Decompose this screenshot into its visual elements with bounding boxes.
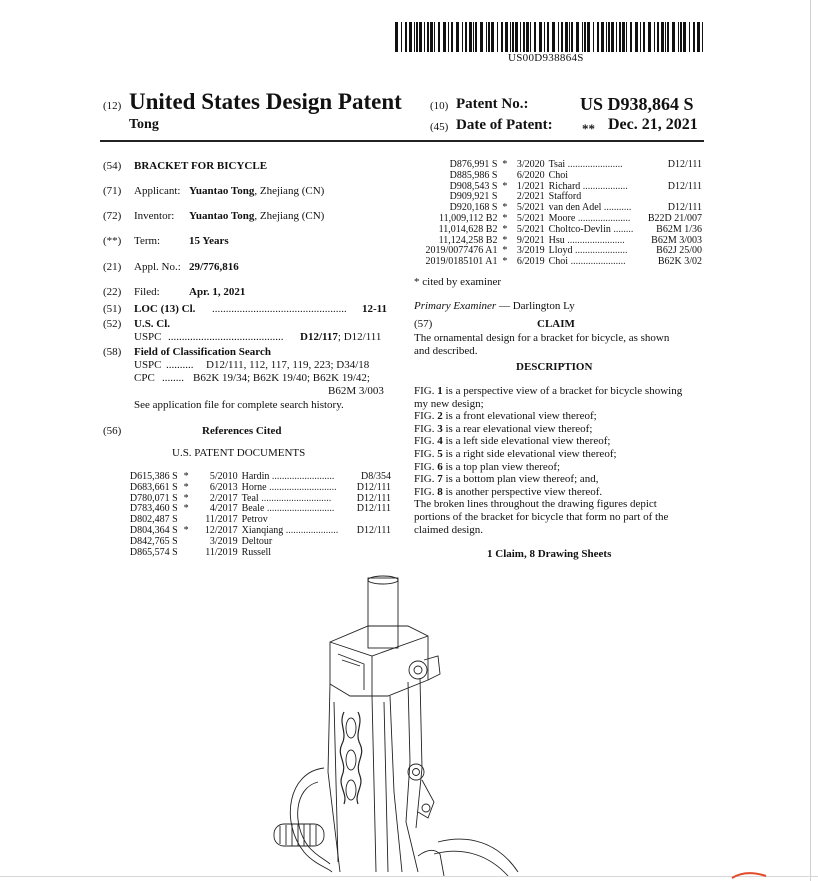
figure-prefix: FIG. — [414, 422, 438, 435]
barcode-bar — [680, 22, 682, 52]
reference-number: 11,124,258 B2 — [438, 234, 498, 246]
filed-label: Filed: — [134, 286, 160, 298]
reference-number: D920,168 S — [449, 202, 498, 214]
leader-dots: ........................... — [266, 481, 337, 493]
barcode-bar — [491, 22, 494, 52]
barcode-bar — [693, 22, 695, 52]
reference-number: 2019/0185101 A1 — [425, 256, 498, 268]
leader-dots: ........ — [610, 223, 634, 235]
barcode-bar — [515, 22, 518, 52]
figure-prefix: FIG. — [414, 447, 438, 460]
field-uspc-label: USPC — [134, 359, 162, 371]
barcode-bar — [475, 22, 477, 52]
code-58: (58) — [103, 346, 122, 358]
barcode-bar — [469, 22, 472, 52]
examiner-name: Darlington Ly — [512, 300, 575, 312]
figure-number: 3 — [437, 422, 443, 435]
patent-type-title: United States Design Patent — [129, 89, 402, 114]
reference-class: D12/111 — [667, 202, 702, 214]
reference-number: D885,986 S — [449, 169, 498, 181]
loc-value: 12-11 — [362, 303, 388, 315]
cursor-mark-icon — [730, 866, 770, 881]
barcode-bar — [539, 22, 542, 52]
reference-class: B62J 25/00 — [656, 245, 702, 257]
uspc-rest: ; D12/111 — [337, 331, 382, 343]
reference-date: 3/2020 — [516, 159, 545, 170]
barcode-bar — [565, 22, 568, 52]
appl-number: 29/776,816 — [189, 261, 239, 273]
figure-description — [414, 448, 704, 461]
examiner-dash: — — [496, 300, 513, 312]
reference-class: D12/111 — [667, 159, 702, 170]
barcode-bar — [416, 22, 418, 52]
reference-number: 2019/0077476 A1 — [425, 245, 498, 257]
barcode-bar — [619, 22, 621, 52]
applicant — [189, 185, 324, 197]
applicant-label: Applicant: — [134, 185, 181, 197]
date-label: Date of Patent: — [456, 117, 553, 133]
figure-description — [414, 486, 704, 499]
reference-number: D615,386 S — [129, 471, 178, 482]
uspc-main: D12/117 — [300, 331, 338, 343]
barcode — [395, 22, 705, 52]
leader-dots: ....................... — [564, 234, 625, 246]
reference-date: 3/2019 — [516, 245, 545, 257]
reference-mark: * — [183, 471, 189, 482]
reference-date: 11/2019 — [205, 546, 238, 558]
page-edge-right — [810, 0, 811, 881]
figure-text: is another perspective view thereof. — [442, 485, 603, 498]
broken-lines-2: portions of the bracket for bicycle that form no part of the — [414, 511, 669, 523]
figure-prefix: FIG. — [414, 485, 438, 498]
barcode-bar — [512, 22, 514, 52]
figure-description — [414, 473, 704, 486]
barcode-bar — [534, 22, 536, 52]
barcode-bar — [462, 22, 463, 52]
barcode-bar — [587, 22, 590, 52]
barcode-bar — [571, 22, 573, 52]
barcode-bar — [486, 22, 487, 52]
leader-dots: ..................... — [575, 212, 631, 224]
uspc-values — [300, 331, 381, 343]
barcode-bar — [648, 22, 651, 52]
figure-number: 6 — [437, 460, 443, 473]
reference-row — [418, 257, 702, 268]
barcode-bar — [640, 22, 641, 52]
figure-number: 1 — [437, 385, 443, 397]
barcode-bar — [702, 22, 703, 52]
uspc-leader: .......................................... — [168, 331, 284, 343]
reference-number: 11,009,112 B2 — [439, 212, 498, 224]
barcode-bar — [544, 22, 545, 52]
reference-class: B62M 3/003 — [651, 234, 702, 246]
reference-date: 2/2021 — [516, 191, 545, 203]
code-12: (12) — [103, 100, 122, 112]
reference-name: Hsu — [548, 234, 565, 246]
applicant-name: Yuantao Tong — [189, 185, 255, 197]
figure-description — [414, 385, 704, 398]
reference-date: 3/2019 — [209, 535, 238, 547]
bracket-drawing — [268, 572, 538, 877]
reference-name: Xianqiang — [241, 524, 284, 536]
barcode-bar — [547, 22, 549, 52]
code-71: (71) — [103, 185, 122, 197]
reference-name: Deltour — [241, 535, 273, 547]
figure-description — [414, 398, 704, 411]
reference-name: Horne — [241, 481, 267, 493]
code-57: (57) — [414, 318, 433, 330]
barcode-bar — [409, 22, 412, 52]
reference-name: van den Adel — [548, 202, 602, 214]
field-cpc-leader: ........ — [162, 372, 184, 384]
reference-class: D8/354 — [361, 471, 391, 482]
leader-dots: ..................... — [572, 245, 628, 257]
term-value: 15 Years — [189, 235, 229, 247]
field-label: Field of Classification Search — [134, 346, 271, 358]
code-10: (10) — [430, 100, 449, 112]
barcode-bar — [424, 22, 425, 52]
reference-class: B62M 1/36 — [656, 223, 702, 235]
barcode-bar — [678, 22, 679, 52]
reference-number: D876,991 S — [449, 159, 498, 170]
field-uspc-leader: .......... — [166, 359, 194, 371]
barcode-bar — [635, 22, 638, 52]
figure-text: is a rear elevational view thereof; — [442, 422, 593, 435]
barcode-bar — [622, 22, 625, 52]
reference-mark: * — [502, 223, 508, 235]
reference-class: B62K 3/02 — [657, 256, 702, 268]
barcode-bar — [488, 22, 490, 52]
barcode-bar — [505, 22, 508, 52]
figure-text: is a bottom plan view thereof; and, — [442, 473, 599, 486]
field-cpc-label: CPC — [134, 372, 155, 384]
barcode-bar — [520, 22, 521, 52]
us-cl-label: U.S. Cl. — [134, 318, 171, 330]
barcode-bar — [697, 22, 700, 52]
reference-class: B22D 21/007 — [647, 212, 702, 224]
reference-mark: * — [502, 212, 508, 224]
barcode-bar — [465, 22, 467, 52]
code-56: (56) — [103, 425, 122, 437]
barcode-bar — [661, 22, 664, 52]
reference-number: D909,921 S — [449, 191, 498, 203]
barcode-bar — [448, 22, 449, 52]
reference-class: D12/111 — [356, 481, 391, 493]
reference-number: D780,071 S — [129, 492, 178, 504]
reference-date: 11/2017 — [205, 514, 238, 526]
broken-lines-3: claimed design. — [414, 524, 484, 536]
reference-name: Petrov — [241, 514, 268, 526]
inventor-name: Yuantao Tong — [189, 210, 255, 222]
reference-date: 5/2010 — [209, 471, 238, 482]
reference-name: Lloyd — [548, 245, 573, 257]
reference-number: D802,487 S — [129, 514, 178, 526]
figure-number: 5 — [437, 447, 443, 460]
reference-class: D12/111 — [667, 180, 702, 192]
figure-prefix: FIG. — [414, 435, 438, 448]
barcode-bar — [523, 22, 525, 52]
reference-number: D783,460 S — [129, 503, 178, 515]
reference-name: Stafford — [548, 191, 582, 203]
reference-name: Choi — [548, 256, 569, 268]
reference-class: D12/111 — [356, 492, 391, 504]
reference-name: Tsai — [548, 159, 566, 170]
figure-prefix: FIG. — [414, 385, 438, 397]
figure-description — [414, 410, 704, 423]
barcode-bar — [601, 22, 604, 52]
filed-date: Apr. 1, 2021 — [189, 286, 246, 298]
reference-date: 5/2021 — [516, 223, 545, 235]
header-inventor: Tong — [129, 117, 159, 132]
reference-name: Russell — [241, 546, 272, 558]
reference-class: D12/111 — [356, 503, 391, 515]
figure-description — [414, 435, 704, 448]
reference-mark: * — [183, 481, 189, 493]
examiner-label: Primary Examiner — [414, 300, 497, 312]
figure-number: 2 — [437, 410, 443, 423]
page-edge-bottom — [0, 876, 818, 877]
reference-date: 6/2013 — [209, 481, 238, 493]
figure-number: 4 — [437, 435, 443, 448]
barcode-bar — [510, 22, 511, 52]
inventor-label: Inventor: — [134, 210, 175, 222]
barcode-bar — [576, 22, 579, 52]
clamp-bolt — [409, 661, 427, 679]
barcode-bar — [626, 22, 627, 52]
uspc-label: USPC — [134, 331, 162, 343]
dropout-plate — [328, 684, 402, 872]
barcode-bar — [665, 22, 666, 52]
seat-post-tube — [368, 578, 398, 648]
inventor — [189, 210, 324, 222]
us-patent-docs-heading: U.S. PATENT DOCUMENTS — [172, 447, 306, 459]
barcode-bar — [593, 22, 594, 52]
code-72: (72) — [103, 210, 122, 222]
reference-name: Richard — [548, 180, 581, 192]
barcode-bar — [401, 22, 402, 52]
broken-lines-1: The broken lines throughout the drawing figures depict — [414, 498, 657, 510]
figure-prefix: my new design; — [414, 397, 484, 410]
leader-dots: .................. — [580, 180, 628, 192]
barcode-bar — [582, 22, 583, 52]
applicant-location: , Zhejiang (CN) — [254, 185, 325, 197]
barcode-bar — [667, 22, 669, 52]
reference-mark: * — [502, 234, 508, 246]
patent-no-label: Patent No.: — [456, 96, 529, 112]
reference-date: 9/2021 — [516, 234, 545, 246]
reference-mark: * — [502, 159, 508, 170]
inventor-location: , Zhejiang (CN) — [254, 210, 325, 222]
patent-number: US D938,864 S — [580, 94, 694, 114]
reference-mark: * — [183, 524, 189, 536]
figure-text: is a left side elevational view thereof; — [442, 435, 611, 448]
code-51: (51) — [103, 303, 122, 315]
design-title: BRACKET FOR BICYCLE — [134, 160, 268, 172]
barcode-bar — [434, 22, 435, 52]
barcode-bar — [616, 22, 617, 52]
leader-dots: ........... — [601, 202, 632, 214]
leader-dots: ...................... — [568, 256, 626, 268]
reference-number: D908,543 S — [449, 180, 498, 192]
figure-text: is a right side elevational view thereof; — [442, 447, 617, 460]
barcode-bar — [480, 22, 483, 52]
code-54: (54) — [103, 160, 122, 172]
barcode-bar — [430, 22, 433, 52]
code-22: (22) — [103, 286, 122, 298]
field-cpc-value2: B62M 3/003 — [328, 385, 384, 397]
barcode-bar — [419, 22, 422, 52]
reference-number: D683,661 S — [129, 481, 178, 493]
barcode-bar — [569, 22, 570, 52]
barcode-bar — [497, 22, 498, 52]
claim-heading: CLAIM — [537, 318, 575, 330]
leader-dots: ..................... — [283, 524, 339, 536]
field-note: See application file for complete search history. — [134, 399, 344, 411]
barcode-bar — [672, 22, 675, 52]
reference-date: 5/2021 — [516, 212, 545, 224]
references-left-list — [126, 472, 391, 558]
code-21: (21) — [103, 261, 122, 273]
patent-date: Dec. 21, 2021 — [608, 116, 698, 133]
reference-mark: * — [183, 492, 189, 504]
barcode-bar — [657, 22, 659, 52]
reference-name: Hardin — [241, 471, 270, 482]
code-52: (52) — [103, 318, 122, 330]
reference-number: D865,574 S — [129, 546, 178, 558]
barcode-bar — [654, 22, 655, 52]
field-uspc-value: D12/111, 112, 117, 119, 223; D34/18 — [206, 359, 370, 371]
reference-number: 11,014,628 B2 — [438, 223, 498, 235]
leader-dots: ...................... — [565, 159, 623, 170]
reference-name: Teal — [241, 492, 259, 504]
barcode-bar — [405, 22, 407, 52]
reference-date: 12/2017 — [204, 524, 238, 536]
header-divider — [100, 140, 704, 142]
claim-line-2: and described. — [414, 345, 478, 357]
claims-sheets-summary: 1 Claim, 8 Drawing Sheets — [487, 548, 612, 560]
barcode-bar — [643, 22, 645, 52]
reference-date: 6/2020 — [516, 169, 545, 181]
loc-label: LOC (13) Cl. — [134, 303, 196, 315]
reference-mark: * — [502, 202, 508, 214]
reference-mark: * — [502, 256, 508, 268]
reference-date: 1/2021 — [516, 180, 545, 192]
figure-text: is a front elevational view thereof; — [442, 410, 597, 423]
barcode-bar — [552, 22, 555, 52]
reference-name: Moore — [548, 212, 576, 224]
reference-row — [126, 548, 391, 559]
barcode-bar — [395, 22, 398, 52]
figure-description — [414, 461, 704, 474]
field-cpc-value: B62K 19/34; B62K 19/40; B62K 19/42; — [193, 372, 370, 384]
leader-dots: ............................ — [258, 492, 332, 504]
leader-dots: ........................... — [264, 503, 335, 515]
barcode-bar — [427, 22, 429, 52]
barcode-bar — [606, 22, 607, 52]
reference-number: D804,364 S — [129, 524, 178, 536]
figure-number: 7 — [437, 473, 443, 486]
barcode-bar — [451, 22, 453, 52]
reference-date: 4/2017 — [209, 503, 238, 515]
reference-class: D12/111 — [356, 524, 391, 536]
reference-number: D842,765 S — [129, 535, 178, 547]
reference-date: 2/2017 — [209, 492, 238, 504]
barcode-bar — [526, 22, 529, 52]
barcode-bar — [558, 22, 559, 52]
figure-text: is a top plan view thereof; — [442, 460, 561, 473]
reference-name: Choi — [548, 169, 569, 181]
barcode-bar — [414, 22, 415, 52]
claim-line-1: The ornamental design for a bracket for bicycle, as shown — [414, 332, 670, 344]
figure-prefix: FIG. — [414, 460, 438, 473]
figure-text: is a perspective view of a bracket for bicycle showing — [442, 385, 683, 397]
barcode-bar — [530, 22, 531, 52]
barcode-bar — [584, 22, 586, 52]
barcode-number: US00D938864S — [508, 52, 584, 64]
barcode-bar — [611, 22, 614, 52]
date-mark: ** — [582, 121, 595, 136]
appl-label: Appl. No.: — [134, 261, 181, 273]
figure-description — [414, 423, 704, 436]
reference-date: 5/2021 — [516, 202, 545, 214]
barcode-bar — [501, 22, 503, 52]
references-heading: References Cited — [202, 425, 282, 437]
barcode-bar — [630, 22, 632, 52]
reference-name: Choltco-Devlin — [548, 223, 611, 235]
loc-leader: ................................................. — [212, 303, 347, 315]
figure-number: 8 — [437, 485, 443, 498]
primary-examiner — [414, 300, 575, 312]
reference-mark: * — [502, 245, 508, 257]
reference-date: 6/2019 — [516, 256, 545, 268]
barcode-bar — [443, 22, 446, 52]
barcode-bar — [597, 22, 599, 52]
barcode-bar — [689, 22, 690, 52]
barcode-bar — [683, 22, 686, 52]
barcode-bar — [608, 22, 610, 52]
barcode-bar — [473, 22, 474, 52]
references-right-list — [418, 160, 702, 268]
figure-prefix: FIG. — [414, 410, 438, 423]
barcode-bar — [438, 22, 440, 52]
barcode-bar — [561, 22, 563, 52]
barcode-bar — [456, 22, 459, 52]
code-45: (45) — [430, 121, 449, 133]
figure-prefix: FIG. — [414, 473, 438, 486]
description-figures — [414, 385, 704, 498]
leader-dots: ......................... — [269, 471, 335, 482]
code-term: (**) — [103, 235, 122, 247]
left-strap-loop — [290, 768, 332, 872]
reference-mark: * — [502, 180, 508, 192]
reference-name: Beale — [241, 503, 265, 515]
description-heading: DESCRIPTION — [516, 361, 593, 373]
cited-note: * cited by examiner — [414, 276, 502, 288]
term-label: Term: — [134, 235, 161, 247]
reference-mark: * — [183, 503, 189, 515]
